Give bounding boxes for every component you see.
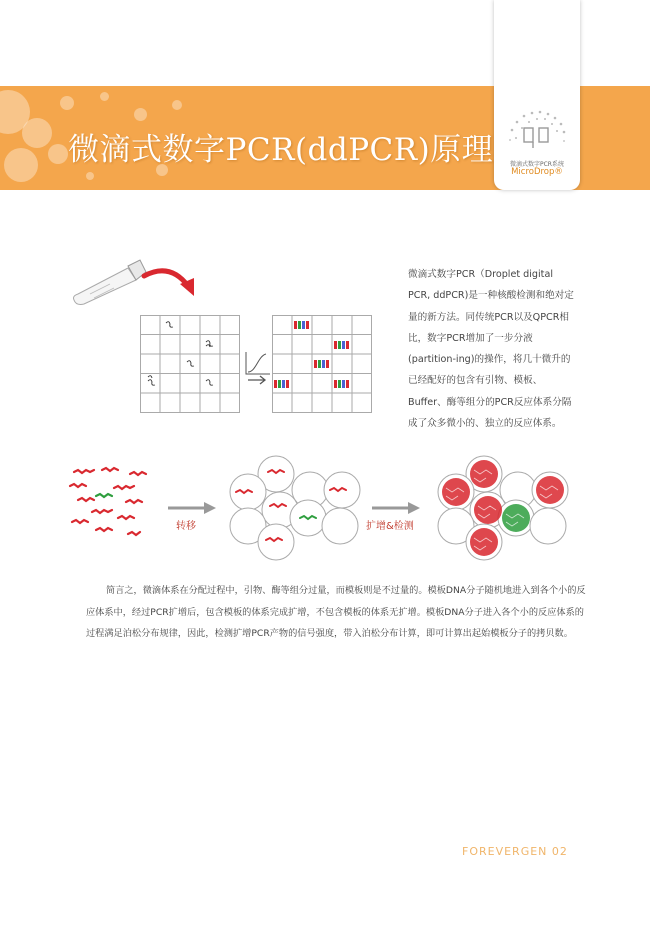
microdrop-logo-icon xyxy=(502,108,572,156)
decor-bubble xyxy=(100,92,109,101)
pcr-tube-illustration xyxy=(70,258,150,308)
decor-bubble xyxy=(172,100,182,110)
amplified-droplet-grid xyxy=(272,315,372,413)
partitioned-droplets-illustration xyxy=(226,454,366,562)
amplify-signal-icon xyxy=(244,350,272,386)
decor-bubble xyxy=(4,148,38,182)
transfer-arrow-icon xyxy=(168,502,216,514)
amplified-droplets-illustration xyxy=(434,454,574,562)
reaction-mixture-illustration xyxy=(68,466,158,546)
decor-bubble xyxy=(22,118,52,148)
transfer-label: 转移 xyxy=(176,521,196,532)
template-distribution-grid xyxy=(140,315,240,413)
page-title: 微滴式数字PCR(ddPCR)原理 xyxy=(68,132,494,168)
decor-bubble xyxy=(48,144,68,164)
page-footer: FOREVERGEN 02 xyxy=(462,845,568,858)
amplify-arrow-icon xyxy=(372,502,420,514)
decor-bubble xyxy=(86,172,94,180)
intro-paragraph: 微滴式数字PCR（Droplet digital PCR, ddPCR)是一种核酸检测和绝对定量的新方法。同传统PCR以及QPCR相比，数字PCR增加了一步分液(partition-ing)的操作，将几十微升的已经配好的包含有引物、模板、Buffer、酶等组分的PCR反应体系分隔成了众多微小的、独立的反应体系。 xyxy=(408,269,574,430)
dispense-arrow-icon xyxy=(140,262,200,302)
summary-paragraph: 简言之，微滴体系在分配过程中，引物、酶等组分过量，而模板则是不过量的。模板DNA分子随机地进入到各个小的反应体系中，经过PCR扩增后，包含模板的体系完成扩增，不包含模板的体系无扩增。模板DNA分子进入各个小的反应体系的过程满足泊松分布规律，因此，检测扩增PCR产物的信号强度，带入泊松分布计算，即可计算出起始模板分子的拷贝数。 xyxy=(86,585,586,640)
logo-en-text: MicroDrop® xyxy=(511,167,563,177)
logo-cn-text: 微滴式数字PCR系统 xyxy=(510,161,564,168)
decor-bubble xyxy=(60,96,74,110)
amplify-detect-label: 扩增&检测 xyxy=(366,521,414,532)
decor-bubble xyxy=(134,108,147,121)
logo-card xyxy=(494,0,580,190)
